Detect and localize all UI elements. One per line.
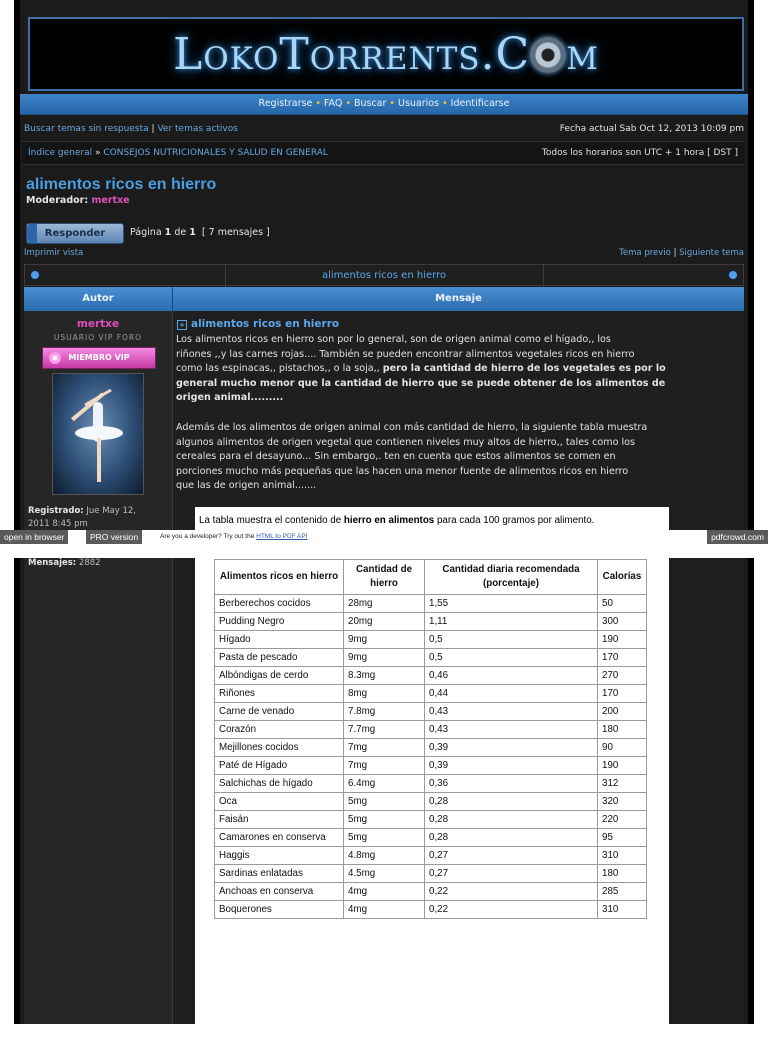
nav-separator-icon: •	[315, 98, 321, 109]
bullet-icon	[729, 271, 737, 279]
table-row	[215, 775, 647, 793]
table-cell: 0,46	[425, 667, 598, 685]
table-cell: 8.3mg	[344, 667, 425, 685]
table-cell: 180	[598, 865, 647, 883]
table-row	[215, 613, 647, 631]
table-cell: 0,27	[425, 847, 598, 865]
topic-bar-title: alimentos ricos en hierro	[321, 270, 447, 281]
table-cell: 5mg	[344, 793, 425, 811]
post-body	[173, 311, 744, 1024]
breadcrumb-home[interactable]: Índice general	[28, 148, 93, 158]
table-cell: Berberechos cocidos	[215, 595, 344, 613]
table-cell: 4.8mg	[344, 847, 425, 865]
current-date: Fecha actual Sab Oct 12, 2013 10:09 pm	[559, 124, 744, 134]
table-row	[215, 595, 647, 613]
table-cell: Haggis	[215, 847, 344, 865]
table-body	[215, 595, 647, 919]
author-rank: USUARIO VIP FORO	[53, 333, 143, 342]
bullet-icon	[31, 271, 39, 279]
nav-login[interactable]: Identificarse	[450, 98, 510, 109]
table-cell: Riñones	[215, 685, 344, 703]
moderator-link[interactable]: mertxe	[91, 195, 130, 206]
table-cell: 9mg	[344, 631, 425, 649]
divider	[543, 265, 544, 287]
table-cell: Oca	[215, 793, 344, 811]
table-cell: 95	[598, 829, 647, 847]
author-panel	[24, 311, 173, 1024]
page-break	[0, 544, 768, 558]
table-row	[215, 703, 647, 721]
timezone-info: Todos los horarios son UTC + 1 hora [ DST ]	[541, 148, 738, 158]
table-cell: 90	[598, 739, 647, 757]
table-cell: 9mg	[344, 649, 425, 667]
table-cell: Albóndigas de cerdo	[215, 667, 344, 685]
table-cell: 7mg	[344, 757, 425, 775]
table-cell: Paté de Hígado	[215, 757, 344, 775]
table-cell: Boquerones	[215, 901, 344, 919]
table-cell: 0,27	[425, 865, 598, 883]
table-cell: 0,5	[425, 649, 598, 667]
table-cell: 270	[598, 667, 647, 685]
post-table-header	[24, 287, 744, 311]
breadcrumb: Índice general » CONSEJOS NUTRICIONALES Y SALUD EN GENERAL Todos los horarios son UTC + 1 hora [ DST ]	[22, 141, 744, 165]
table-cell: 5mg	[344, 829, 425, 847]
table-header: Calorías	[598, 560, 647, 595]
table-cell: 0,28	[425, 811, 598, 829]
registered-date-line2: 2011 8:45 pm	[28, 519, 88, 529]
table-row	[215, 901, 647, 919]
table-cell: Camarones en conserva	[215, 829, 344, 847]
topic-title[interactable]: alimentos ricos en hierro	[26, 176, 217, 193]
table-cell: 5mg	[344, 811, 425, 829]
table-cell: 310	[598, 901, 647, 919]
site-logo: LokoTorrents.C m	[173, 29, 599, 80]
html-to-pdf-api-link[interactable]: HTML to PDF API	[256, 533, 308, 540]
table-header: Cantidad diaria recomendada (porcentaje)	[425, 560, 598, 595]
message-column-header: Mensaje	[435, 293, 482, 304]
post-paragraph-2: Además de los alimentos de origen animal con más cantidad de hierro, la siguiente tabla muestra algunos alimentos de origen vegetal que contienen niveles muy altos de hierro,, tales como los cereales para el desayuno... Sin embargo,. ten en cuenta que estos alimentos se comen en porciones mucho más pequeñas que las hacen una menor fuente de alimentos ricos en hierro que las de origen animal.......	[176, 422, 648, 492]
search-unanswered-link[interactable]: Buscar temas sin respuesta	[24, 124, 149, 134]
table-cell: 0,43	[425, 703, 598, 721]
divider	[225, 265, 226, 287]
pdfcrowd-bar	[0, 530, 768, 544]
table-cell: 7.8mg	[344, 703, 425, 721]
table-cell: 6.4mg	[344, 775, 425, 793]
table-header: Alimentos ricos en hierro	[215, 560, 344, 595]
table-cell: 0,22	[425, 883, 598, 901]
table-cell: 7.7mg	[344, 721, 425, 739]
nav-register[interactable]: Registrarse	[258, 98, 313, 109]
table-caption: La tabla muestra el contenido de hierro en alimentos para cada 100 gramos por alimento.	[199, 515, 595, 526]
table-cell: 0,22	[425, 901, 598, 919]
table-cell: 20mg	[344, 613, 425, 631]
table-cell: 220	[598, 811, 647, 829]
table-cell: 50	[598, 595, 647, 613]
table-cell: 190	[598, 757, 647, 775]
print-view-link[interactable]: Imprimir vista	[24, 248, 84, 258]
iron-table-image	[195, 507, 669, 1037]
topic-header-bar	[24, 264, 744, 286]
table-row	[215, 793, 647, 811]
table-row	[215, 847, 647, 865]
vip-badge: MIEMBRO VIP	[42, 347, 156, 369]
table-cell: Sardinas enlatadas	[215, 865, 344, 883]
author-column-header: Autor	[24, 287, 173, 311]
table-cell: 0,5	[425, 631, 598, 649]
table-cell: 8mg	[344, 685, 425, 703]
table-row	[215, 865, 647, 883]
table-cell: 1,55	[425, 595, 598, 613]
table-header: Cantidad de hierro	[344, 560, 425, 595]
table-row	[215, 685, 647, 703]
table-cell: 7mg	[344, 739, 425, 757]
author-name[interactable]: mertxe	[76, 318, 120, 330]
nav-separator-icon: •	[389, 98, 395, 109]
post-count: Mensajes: 2882	[28, 558, 101, 568]
avatar	[52, 373, 144, 495]
next-topic-link[interactable]: Siguiente tema	[679, 248, 744, 258]
table-cell: Anchoas en conserva	[215, 883, 344, 901]
open-in-browser-button[interactable]: open in browser	[0, 530, 68, 544]
disc-logo-icon	[530, 37, 566, 73]
pro-version-button[interactable]: PRO version	[86, 530, 142, 544]
nav-users[interactable]: Usuarios	[398, 98, 440, 109]
post-icon: +	[177, 320, 187, 330]
table-cell: Mejillones cocidos	[215, 739, 344, 757]
table-cell: 310	[598, 847, 647, 865]
flower-icon	[49, 352, 61, 364]
previous-topic-link[interactable]: Tema previo	[619, 248, 671, 258]
table-row	[215, 721, 647, 739]
table-cell: Corazón	[215, 721, 344, 739]
table-cell: 0,28	[425, 829, 598, 847]
table-cell: 0,39	[425, 739, 598, 757]
topic-tools-row: Imprimir vista Tema previo | Siguiente tema	[24, 248, 744, 258]
table-cell: 4mg	[344, 901, 425, 919]
reply-button[interactable]: Responder	[26, 223, 124, 244]
table-cell: 200	[598, 703, 647, 721]
table-cell: 312	[598, 775, 647, 793]
post-title[interactable]: + alimentos ricos en hierro	[177, 318, 339, 330]
pdfcrowd-brand[interactable]: pdfcrowd.com	[707, 530, 768, 544]
registered-info: Registrado: Jue May 12,	[28, 506, 137, 516]
table-row	[215, 883, 647, 901]
nav-separator-icon: •	[442, 98, 448, 109]
table-cell: 300	[598, 613, 647, 631]
table-row	[215, 631, 647, 649]
pagination: Página 1 de 1 [ 7 mensajes ]	[130, 227, 270, 238]
breadcrumb-forum[interactable]: CONSEJOS NUTRICIONALES Y SALUD EN GENERAL	[103, 148, 328, 158]
table-cell: 4mg	[344, 883, 425, 901]
utility-row: Buscar temas sin respuesta | Ver temas activos Fecha actual Sab Oct 12, 2013 10:09 pm	[24, 124, 744, 134]
iron-foods-table	[214, 559, 647, 919]
table-row	[215, 757, 647, 775]
table-cell: 4.5mg	[344, 865, 425, 883]
table-cell: 28mg	[344, 595, 425, 613]
table-cell: 170	[598, 649, 647, 667]
table-cell: 0,43	[425, 721, 598, 739]
moderator-line: Moderador: mertxe	[26, 195, 130, 206]
post-paragraph-1: Los alimentos ricos en hierro son por lo general, son de origen animal como el hígado,, los riñones ,,y las carnes rojas.... También se pueden encontrar alimentos vegetales ricos en hierro como las espinacas,, pistachos,, o la soja,, pero la cantidad de hierro de los vegetales es por lo general mucho menor que la cantidad de hierro que se puede obtener de los alimentos de origen animal.........	[176, 334, 666, 404]
table-row	[215, 811, 647, 829]
forum-page	[14, 0, 754, 1024]
table-cell: 0,44	[425, 685, 598, 703]
table-cell: Carne de venado	[215, 703, 344, 721]
table-cell: 1,11	[425, 613, 598, 631]
nav-faq[interactable]: FAQ	[323, 98, 343, 109]
table-cell: Pudding Negro	[215, 613, 344, 631]
table-cell: 190	[598, 631, 647, 649]
table-cell: 180	[598, 721, 647, 739]
table-cell: 0,36	[425, 775, 598, 793]
top-navbar	[20, 94, 748, 115]
table-cell: Pasta de pescado	[215, 649, 344, 667]
site-banner[interactable]	[28, 17, 744, 91]
table-cell: 0,39	[425, 757, 598, 775]
table-row	[215, 829, 647, 847]
developer-note: Are you a developer? Try out the HTML to PDF API	[160, 533, 308, 540]
table-cell: Hígado	[215, 631, 344, 649]
table-cell: 320	[598, 793, 647, 811]
nav-search[interactable]: Buscar	[353, 98, 387, 109]
table-row	[215, 649, 647, 667]
table-row	[215, 739, 647, 757]
nav-separator-icon: •	[345, 98, 351, 109]
table-cell: Salchichas de hígado	[215, 775, 344, 793]
active-topics-link[interactable]: Ver temas activos	[157, 124, 238, 134]
table-cell: 170	[598, 685, 647, 703]
table-row	[215, 667, 647, 685]
table-cell: Faisán	[215, 811, 344, 829]
table-cell: 285	[598, 883, 647, 901]
table-cell: 0,28	[425, 793, 598, 811]
